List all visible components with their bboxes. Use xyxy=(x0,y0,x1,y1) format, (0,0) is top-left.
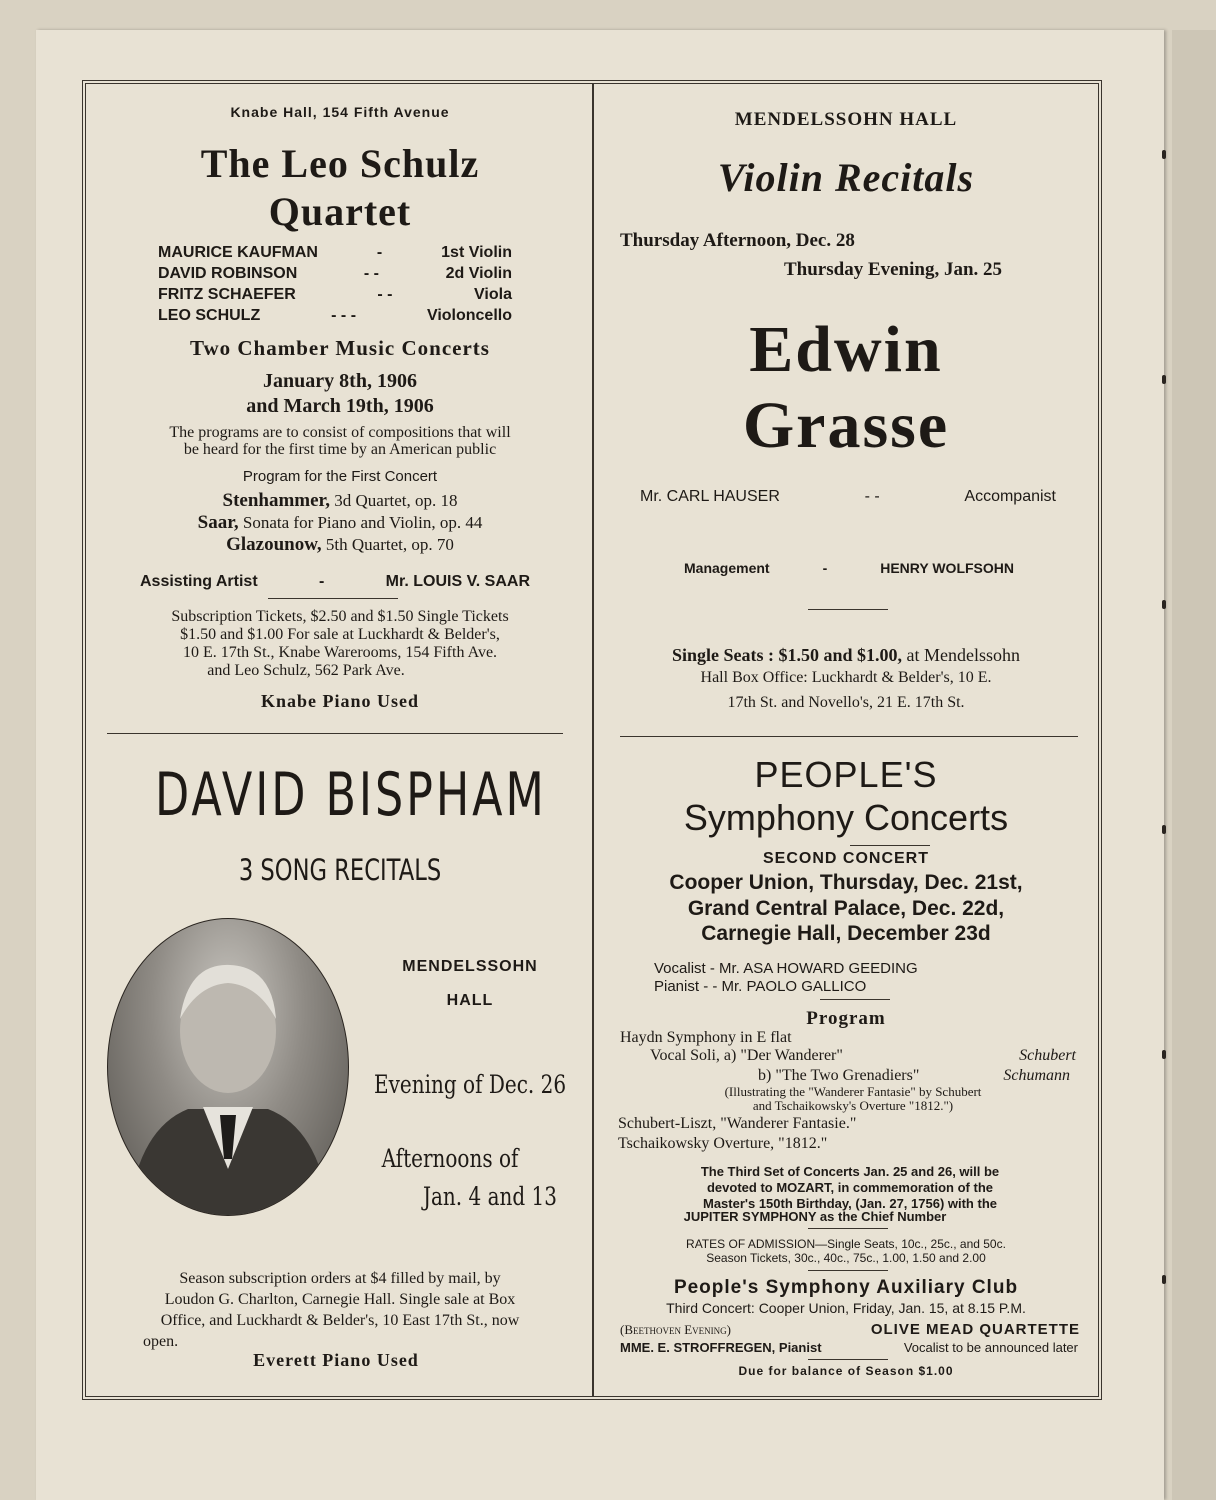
tickets-line: Subscription Tickets, $2.50 and $1.50 Single Tickets xyxy=(171,608,509,625)
member-row xyxy=(158,244,512,262)
concert-place: Cooper Union, Thursday, Dec. 21st, xyxy=(669,871,1023,894)
member-role: 1st Violin xyxy=(441,244,512,261)
club-title: People's Symphony Auxiliary Club xyxy=(673,1277,1019,1298)
member-role: Viola xyxy=(474,286,512,303)
third-set-note: JUPITER SYMPHONY as the Chief Number xyxy=(683,1209,947,1224)
rule xyxy=(268,598,398,599)
tickets-line: $1.50 and $1.00 For sale at Luckhardt & Belder's, xyxy=(180,626,500,643)
rule xyxy=(820,999,890,1000)
program-heading: Program for the First Concert xyxy=(242,468,438,485)
binding-hole xyxy=(1162,600,1166,609)
artist-name: Edwin xyxy=(749,313,943,386)
accompanist-role: Accompanist xyxy=(964,488,1056,505)
binding-hole xyxy=(1162,1050,1166,1059)
member-dashes: - - xyxy=(363,265,379,282)
club-line: MME. E. STROFFREGEN, Pianist xyxy=(620,1340,822,1355)
ad-title: Symphony Concerts xyxy=(683,797,1009,838)
rule xyxy=(808,1228,888,1229)
member-row xyxy=(158,286,512,304)
work: Sonata for Piano and Violin, op. 44 xyxy=(238,513,483,532)
management-row xyxy=(684,560,1014,576)
ad-title: DAVID BISPHAM xyxy=(155,760,547,830)
management-dash: - xyxy=(822,560,828,576)
venue-line: MENDELSSOHN HALL xyxy=(734,109,958,130)
concert-date: January 8th, 1906 xyxy=(263,370,417,392)
member-name: FRITZ SCHAEFER xyxy=(158,286,296,303)
subscription-note: Office, and Luckhardt & Belder's, 10 East 17th St., now xyxy=(160,1312,520,1329)
portrait-figure xyxy=(108,919,348,1215)
section-rule xyxy=(620,736,1078,737)
club-line: (Beethoven Evening) xyxy=(620,1322,732,1337)
assisting-label: Assisting Artist xyxy=(140,573,258,590)
management-name: HENRY WOLFSOHN xyxy=(880,560,1014,576)
composer: Stenhammer, xyxy=(222,490,330,511)
program-note: be heard for the first time by an American public xyxy=(183,441,497,458)
artist-name: Grasse xyxy=(742,389,950,462)
club-line: Third Concert: Cooper Union, Friday, Jan. 15, at 8.15 P.M. xyxy=(666,1300,1026,1316)
seats-line xyxy=(596,645,1096,666)
recital-date: Thursday Evening, Jan. 25 xyxy=(784,259,1003,280)
tickets-line: 10 E. 17th St., Knabe Warerooms, 154 Fifth Ave. xyxy=(182,644,498,661)
next-page-edge xyxy=(1172,30,1216,1500)
subscription-note: Loudon G. Charlton, Carnegie Hall. Single sale at Box xyxy=(164,1291,516,1308)
program-item: Tschaikowsky Overture, "1812." xyxy=(618,1135,828,1152)
assisting-dash: - xyxy=(319,573,325,590)
program-item: b) "The Two Grenadiers" xyxy=(758,1067,920,1084)
recital-date: Evening of Dec. 26 xyxy=(374,1070,567,1099)
binding-hole xyxy=(1162,1275,1166,1284)
composer: Saar, xyxy=(197,512,239,533)
member-dashes: - - - xyxy=(331,307,357,324)
binding-hole xyxy=(1162,375,1166,384)
rule xyxy=(808,609,888,610)
ad-subtitle: 3 SONG RECITALS xyxy=(238,853,442,887)
ad-title: Quartet xyxy=(268,189,412,234)
member-name: MAURICE KAUFMAN xyxy=(158,244,318,261)
portrait-photo xyxy=(107,918,349,1216)
management-label: Management xyxy=(684,560,770,576)
member-dashes: - - xyxy=(377,286,393,303)
assisting-name: Mr. LOUIS V. SAAR xyxy=(385,573,530,590)
rule xyxy=(808,1359,888,1360)
piano-note: Knabe Piano Used xyxy=(260,691,420,711)
binding-hole xyxy=(1162,150,1166,159)
member-role: 2d Violin xyxy=(445,265,512,282)
vocalist-line: Vocalist - Mr. ASA HOWARD GEEDING xyxy=(654,960,918,977)
seats-line: Hall Box Office: Luckhardt & Belder's, 10 E. xyxy=(700,669,992,686)
program-composer: Schumann xyxy=(1003,1067,1070,1084)
member-role: Violoncello xyxy=(426,307,512,324)
member-row xyxy=(158,265,512,283)
club-line: Vocalist to be announced later xyxy=(903,1340,1078,1355)
program-composer: Schubert xyxy=(1019,1047,1076,1064)
program-note: The programs are to consist of compositions that will xyxy=(169,424,511,441)
program-item xyxy=(90,512,590,534)
club-performer: OLIVE MEAD QUARTETTE xyxy=(870,1321,1080,1338)
piano-note: Everett Piano Used xyxy=(253,1350,419,1370)
member-name: DAVID ROBINSON xyxy=(158,265,298,282)
rates-line: RATES OF ADMISSION—Single Seats, 10c., 25c., and 50c. xyxy=(686,1237,1006,1251)
accompanist-row xyxy=(640,488,1056,506)
recital-date: Thursday Afternoon, Dec. 28 xyxy=(620,230,855,251)
concerts-heading: Two Chamber Music Concerts xyxy=(190,336,490,360)
composer: Glazounow, xyxy=(226,534,322,555)
third-set-note: Master's 150th Birthday, (Jan. 27, 1756) with the xyxy=(702,1196,997,1211)
recital-date: Afternoons of xyxy=(381,1144,519,1173)
recital-date: Jan. 4 and 13 xyxy=(422,1182,558,1211)
concert-place: Grand Central Palace, Dec. 22d, xyxy=(687,897,1005,920)
concert-place: Carnegie Hall, December 23d xyxy=(701,922,991,945)
ad-title: PEOPLE'S xyxy=(754,754,938,795)
column-divider xyxy=(592,84,594,1396)
seats-venue: at Mendelssohn xyxy=(902,645,1020,665)
accompanist-name: Mr. CARL HAUSER xyxy=(640,488,780,505)
venue-line: MENDELSSOHN xyxy=(402,958,538,975)
work: 5th Quartet, op. 70 xyxy=(321,535,454,554)
program-item: Haydn Symphony in E flat xyxy=(620,1029,792,1046)
program-item: Schubert-Liszt, "Wanderer Fantasie." xyxy=(618,1115,857,1132)
member-dashes: - xyxy=(376,244,383,261)
work: 3d Quartet, op. 18 xyxy=(330,491,458,510)
program-item xyxy=(90,534,590,556)
rule xyxy=(850,845,930,846)
third-set-note: The Third Set of Concerts Jan. 25 and 26, will be xyxy=(700,1164,1000,1179)
program-note: and Tschaikowsky's Overture "1812.") xyxy=(752,1098,954,1113)
program-note: (Illustrating the "Wanderer Fantasie" by Schubert xyxy=(724,1084,982,1099)
seats-line: 17th St. and Novello's, 21 E. 17th St. xyxy=(727,694,965,711)
assisting-artist-row xyxy=(140,573,530,591)
program-item xyxy=(90,490,590,512)
accompanist-dashes: - - xyxy=(864,488,880,505)
concert-number: SECOND CONCERT xyxy=(762,850,929,867)
seats-prices: Single Seats : $1.50 and $1.00, xyxy=(671,645,903,665)
binding-hole xyxy=(1162,825,1166,834)
ad-title: Violin Recitals xyxy=(717,155,975,200)
concert-date: and March 19th, 1906 xyxy=(246,395,434,417)
due-line: Due for balance of Season $1.00 xyxy=(738,1364,954,1378)
program-item: Vocal Soli, a) "Der Wanderer" xyxy=(650,1047,843,1064)
ad-title: The Leo Schulz xyxy=(200,141,480,186)
program-heading: Program xyxy=(806,1008,886,1029)
subscription-note: open. xyxy=(143,1333,179,1350)
rates-line: Season Tickets, 30c., 40c., 75c., 1.00, 1.50 and 2.00 xyxy=(706,1251,986,1265)
tickets-line: and Leo Schulz, 562 Park Ave. xyxy=(207,662,405,679)
subscription-note: Season subscription orders at $4 filled by mail, by xyxy=(179,1270,501,1287)
pianist-line: Pianist - - Mr. PAOLO GALLICO xyxy=(654,978,867,995)
member-row xyxy=(158,307,512,325)
member-name: LEO SCHULZ xyxy=(158,307,261,324)
section-rule xyxy=(107,733,563,734)
venue-line: HALL xyxy=(446,992,494,1009)
venue-line: Knabe Hall, 154 Fifth Avenue xyxy=(230,104,450,120)
third-set-note: devoted to MOZART, in commemoration of the xyxy=(706,1180,993,1195)
rule xyxy=(808,1270,888,1271)
